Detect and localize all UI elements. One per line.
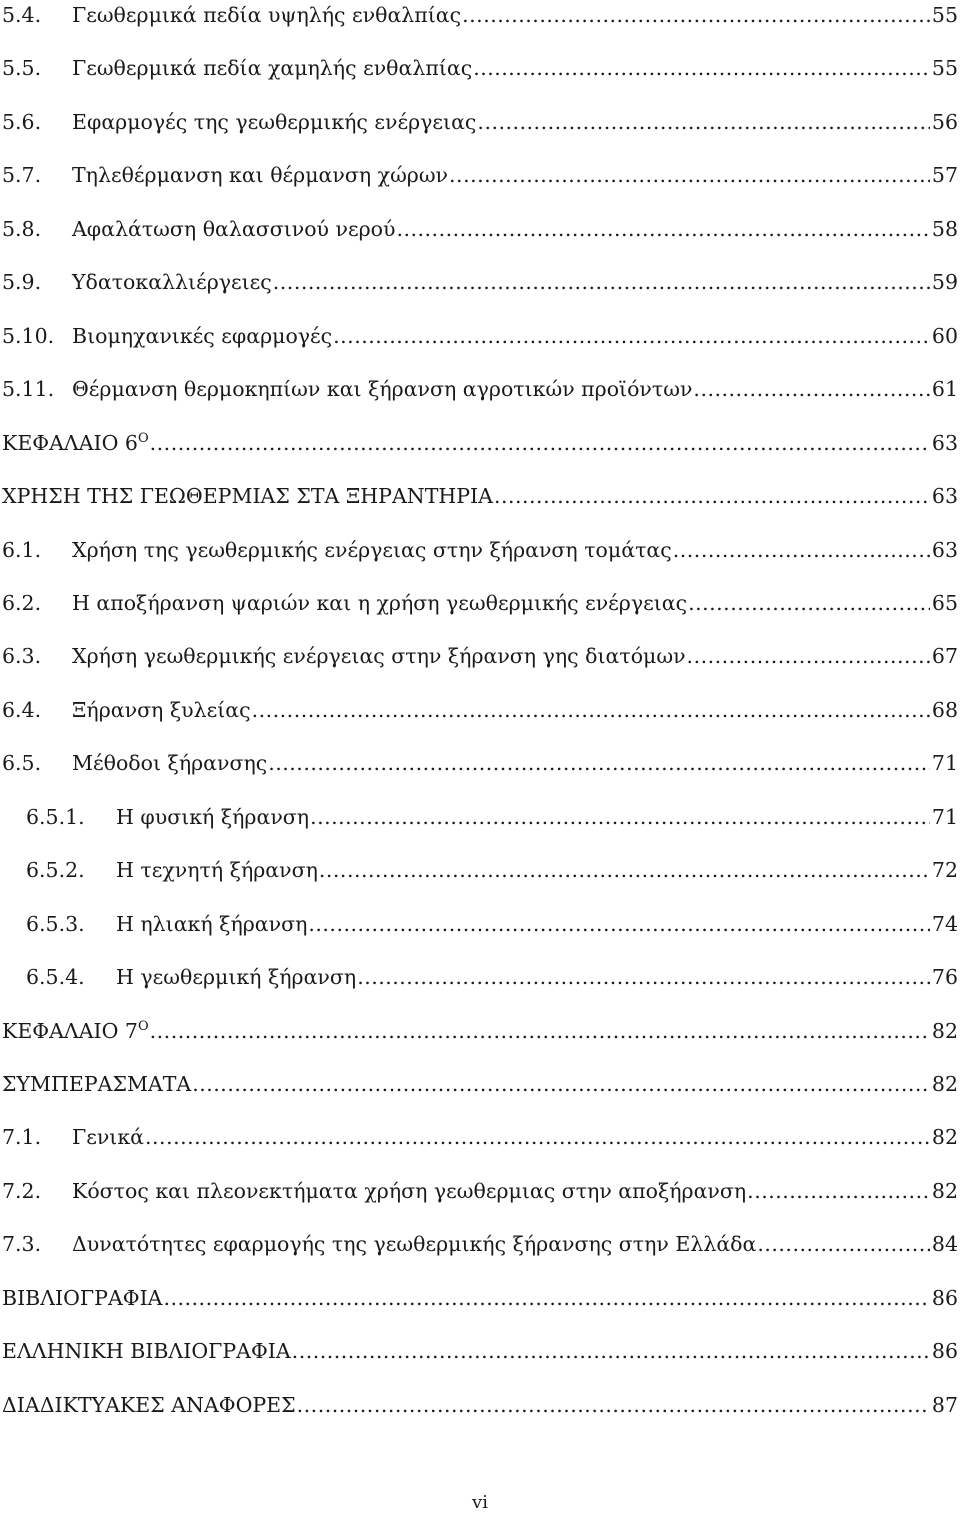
toc-entry-title [72, 269, 272, 295]
toc-entry-title [0, 483, 493, 509]
toc-entry-page: 71 [931, 804, 958, 829]
toc-entry-number: 5.8. [2, 216, 42, 241]
toc-entry-title [0, 1071, 191, 1097]
toc-entry-page: 67 [931, 644, 958, 669]
dot-leader [252, 697, 930, 723]
toc-entry-title [72, 216, 395, 242]
toc-entry-title [72, 55, 472, 81]
toc-entry-title-text: Γεωθερμικά πεδία υψηλής ενθαλπίας [72, 3, 462, 27]
toc-entry[interactable] [0, 897, 958, 937]
toc-entry-title [72, 1231, 756, 1257]
toc-entry[interactable] [0, 1164, 958, 1204]
toc-entry-page: 65 [931, 590, 958, 615]
toc-entry[interactable] [0, 309, 958, 349]
toc-entry-title [72, 109, 476, 135]
toc-entry-title-text: Μέθοδοι ξήρανσης [72, 751, 268, 776]
toc-entry-title [72, 323, 332, 349]
toc-entry-page: 55 [931, 56, 958, 81]
toc-entry-number: 6.2. [2, 590, 42, 615]
toc-entry-title [72, 376, 692, 402]
toc-entry-title-text: Η ηλιακή ξήρανση [116, 911, 308, 936]
toc-entry[interactable] [0, 1057, 958, 1097]
toc-entry-page: 82 [931, 1018, 958, 1043]
dot-leader [297, 1392, 930, 1418]
dot-leader [687, 643, 930, 669]
toc-entry-page: 82 [931, 1125, 958, 1150]
dot-leader [308, 911, 930, 937]
toc-entry-title [72, 750, 267, 776]
toc-entry-title-text: ΚΕΦΑΛΑΙΟ 6 [2, 430, 138, 455]
toc-entry-title [0, 1338, 291, 1364]
toc-entry[interactable] [0, 950, 958, 990]
toc-entry[interactable] [0, 202, 958, 242]
dot-leader [310, 804, 930, 830]
dot-leader [292, 1338, 930, 1364]
toc-entry-page: 68 [931, 697, 958, 722]
dot-leader [192, 1071, 930, 1097]
toc-entry-page: 82 [931, 1072, 958, 1096]
toc-entry-page: 72 [931, 858, 958, 883]
dot-leader [268, 750, 930, 776]
dot-leader [757, 1231, 930, 1257]
toc-entry-title-text: Τηλεθέρμανση και θέρμανση χώρων [72, 163, 449, 188]
toc-entry-title [116, 964, 356, 990]
toc-entry-title-text: ΣΥΜΠΕΡΑΣΜΑΤΑ [2, 1072, 192, 1096]
toc-entry-number: 5.5. [2, 56, 42, 81]
toc-entry-title-text: Η τεχνητή ξήρανση [116, 858, 318, 883]
dot-leader [333, 323, 930, 349]
dot-leader [494, 483, 930, 509]
dot-leader [693, 376, 929, 402]
toc-entry-page: 60 [931, 323, 958, 348]
dot-leader [673, 537, 930, 563]
dot-leader [747, 1178, 930, 1204]
toc-entry-page: 74 [931, 911, 958, 936]
toc-entry-number: 5.7. [2, 163, 42, 188]
toc-entry-title-text: Αφαλάτωση θαλασσινού νερού [72, 216, 396, 241]
toc-entry-number: 5.11. [2, 377, 55, 402]
toc-entry-page: 61 [931, 377, 958, 402]
toc-entry[interactable] [0, 576, 958, 616]
toc-entry-page: 63 [931, 430, 958, 455]
toc-entry-page: 71 [931, 751, 958, 776]
toc-entry-number: 5.6. [2, 109, 42, 134]
toc-entry-title [0, 426, 149, 456]
toc-entry[interactable] [0, 416, 958, 456]
toc-entry[interactable] [0, 629, 958, 669]
toc-entry-title [0, 1392, 296, 1418]
toc-entry-title-text: Η αποξήρανση ψαριών και η χρήση γεωθερμικής ενέργειας [72, 590, 688, 615]
toc-entry-page: 63 [931, 537, 958, 562]
toc-entry-page: 55 [931, 3, 958, 27]
toc-entry-number: 6.5.4. [26, 965, 85, 990]
toc-entry-title-text: ΧΡΗΣΗ ΤΗΣ ΓΕΩΘΕΡΜΙΑΣ ΣΤΑ ΞΗΡΑΝΤΗΡΙΑ [2, 484, 493, 509]
toc-entry-title-text: Χρήση γεωθερμικής ενέργειας στην ξήρανση γης διατόμων [72, 644, 686, 669]
dot-leader [150, 430, 930, 456]
toc-entry-number: 6.5. [2, 751, 42, 776]
toc-entry[interactable] [0, 523, 958, 563]
toc-entry[interactable] [0, 1217, 958, 1257]
toc-entry-number: 7.2. [2, 1178, 42, 1203]
toc-entry-page: 58 [931, 216, 958, 241]
toc-entry[interactable] [0, 41, 958, 81]
toc-entry-page: 86 [931, 1339, 958, 1364]
dot-leader [473, 55, 930, 81]
toc-entry-title [72, 1124, 144, 1150]
toc-entry-title [72, 643, 686, 669]
toc-entry-page: 63 [931, 484, 958, 509]
toc-entry-title-text: Χρήση της γεωθερμικής ενέργειας στην ξήρανση τομάτας [72, 537, 672, 562]
toc-entry[interactable] [0, 1004, 958, 1044]
toc-entry[interactable] [0, 95, 958, 135]
dot-leader [150, 1018, 930, 1044]
dot-leader [477, 109, 929, 135]
toc-entry[interactable] [0, 1271, 958, 1311]
toc-entry-title-text: Γεωθερμικά πεδία χαμηλής ενθαλπίας [72, 56, 473, 81]
toc-entry[interactable] [0, 255, 958, 295]
toc-entry-title-text: Θέρμανση θερμοκηπίων και ξήρανση αγροτικών προϊόντων [72, 377, 693, 402]
dot-leader [357, 964, 930, 990]
toc-entry[interactable] [0, 1324, 958, 1364]
toc-entry-title [116, 911, 307, 937]
toc-entry-page: 82 [931, 1178, 958, 1203]
toc-entry-title [72, 537, 672, 563]
toc-entry-title-text: Δυνατότητες εφαρμογής της γεωθερμικής ξήρανσης στην Ελλάδα [72, 1232, 757, 1257]
toc-entry-title-text: ΒΙΒΛΙΟΓΡΑΦΙΑ [2, 1285, 163, 1310]
toc-entry-title [72, 2, 461, 28]
toc-entry-number: 5.9. [2, 270, 42, 295]
toc-entry-title [72, 590, 687, 616]
toc-entry-title-text: Ξήρανση ξυλείας [72, 697, 251, 722]
toc-entry-title-text: ΚΕΦΑΛΑΙΟ 7 [2, 1018, 138, 1043]
toc-entry[interactable] [0, 362, 958, 402]
page-number: vi [472, 1492, 488, 1513]
toc-entry-number: 5.10. [2, 323, 55, 348]
toc-entry-title [116, 857, 318, 883]
toc-entry-title [72, 1178, 746, 1204]
toc-entry-superscript: Ο [137, 1018, 149, 1034]
toc-entry-title [116, 804, 309, 830]
toc-entry-number: 7.3. [2, 1232, 42, 1257]
toc-entry-superscript: Ο [137, 430, 149, 446]
toc-entry-title [72, 697, 251, 723]
toc-entry-title-text: Η γεωθερμική ξήρανση [116, 965, 357, 990]
dot-leader [688, 590, 930, 616]
toc-entry[interactable] [0, 148, 958, 188]
toc-entry-number: 6.4. [2, 697, 42, 722]
toc-entry[interactable] [0, 736, 958, 776]
toc-entry-title-text: Κόστος και πλεονεκτήματα χρήση γεωθερμιας στην αποξήρανση [72, 1178, 747, 1203]
toc-entry[interactable] [0, 1110, 958, 1150]
dot-leader [273, 269, 930, 295]
dot-leader [319, 857, 930, 883]
dot-leader [449, 162, 930, 188]
toc-entry-title [0, 1014, 149, 1044]
dot-leader [163, 1285, 929, 1311]
toc-entry-page: 87 [931, 1392, 958, 1417]
dot-leader [145, 1124, 930, 1150]
toc-entry[interactable] [0, 790, 958, 830]
toc-entry-title [0, 1285, 162, 1311]
toc-entry-page: 59 [931, 270, 958, 295]
toc-entry-page: 84 [931, 1232, 958, 1257]
dot-leader [396, 216, 929, 242]
toc-entry-title-text: Υδατοκαλλιέργειες [72, 270, 272, 295]
toc-entry-number: 5.4. [2, 3, 42, 27]
toc-entry-title-text: Εφαρμογές της γεωθερμικής ενέργειας [72, 109, 477, 134]
toc-entry[interactable] [0, 0, 958, 28]
toc-entry-number: 6.5.3. [26, 911, 85, 936]
dot-leader [462, 2, 930, 28]
toc-entry-number: 6.5.2. [26, 858, 85, 883]
toc-entry-page: 56 [931, 109, 958, 134]
toc-entry-number: 6.5.1. [26, 804, 85, 829]
toc-entry-title-text: ΔΙΑΔΙΚΤΥΑΚΕΣ ΑΝΑΦΟΡΕΣ [2, 1392, 296, 1417]
toc-entry[interactable] [0, 683, 958, 723]
toc-entry-number: 6.1. [2, 537, 42, 562]
toc-entry[interactable] [0, 1378, 958, 1418]
toc-entry-number: 6.3. [2, 644, 42, 669]
toc-entry-page: 86 [931, 1285, 958, 1310]
toc-entry-page: 57 [931, 163, 958, 188]
toc-entry-title-text: ΕΛΛΗΝΙΚΗ ΒΙΒΛΙΟΓΡΑΦΙΑ [2, 1339, 291, 1364]
toc-entry-title-text: Η φυσική ξήρανση [116, 804, 310, 829]
toc-entry[interactable] [0, 843, 958, 883]
toc-entry-number: 7.1. [2, 1125, 42, 1150]
toc-entry-title [72, 162, 448, 188]
toc-entry-page: 76 [931, 965, 958, 990]
toc-entry[interactable] [0, 469, 958, 509]
toc-entry-title-text: Γενικά [72, 1125, 145, 1150]
toc-entry-title-text: Βιομηχανικές εφαρμογές [72, 323, 333, 348]
